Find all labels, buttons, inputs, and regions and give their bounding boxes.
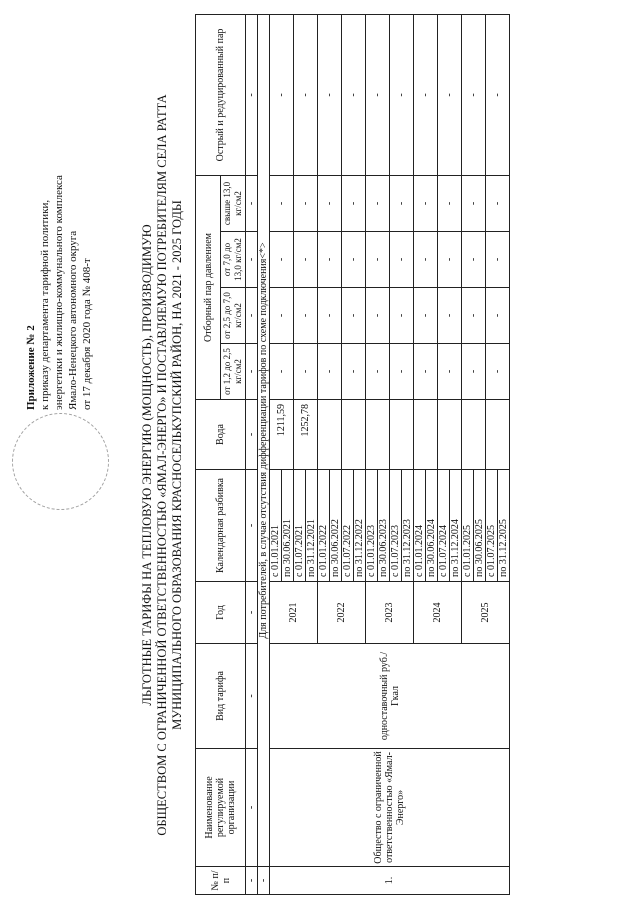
dash-cell: - <box>390 14 414 175</box>
table-row <box>270 14 282 894</box>
seal-stamp <box>12 413 109 510</box>
appendix-line-1: к приказу департамента тарифной политики, <box>39 199 51 410</box>
dash-cell: - <box>486 14 510 175</box>
dash-cell: - <box>246 14 258 175</box>
period-cell: с 01.01.2025 <box>462 470 474 582</box>
dash-cell: - <box>438 14 462 175</box>
water-value <box>462 400 486 470</box>
appendix-line-4: от 17 декабря 2020 года № 408-т <box>81 258 93 410</box>
row-org: Общество с ограниченной ответственностью «Ямал-Энерго» <box>270 749 510 867</box>
dash-cell: - <box>270 14 294 175</box>
appendix-block <box>24 80 94 410</box>
header-steam-selected: Отборный пар давлением <box>196 175 221 399</box>
dash-cell: - <box>366 175 390 231</box>
header-water: Вода <box>196 400 246 470</box>
header-calendar: Календарная разбивка <box>196 470 246 582</box>
dash-cell: - <box>246 175 258 231</box>
period-cell: с 01.01.2022 <box>318 470 330 582</box>
period-cell: по 31.12.2024 <box>450 470 462 582</box>
dash-cell: - <box>390 344 414 400</box>
water-value <box>366 400 390 470</box>
dash-cell: - <box>246 749 258 867</box>
period-cell: с 01.01.2024 <box>414 470 426 582</box>
period-cell: по 31.12.2023 <box>402 470 414 582</box>
dash-cell: - <box>486 175 510 231</box>
appendix-line-2: энергетики и жилищно-коммунального комплекса <box>53 175 65 410</box>
dash-cell: - <box>270 175 294 231</box>
period-cell: с 01.01.2021 <box>270 470 282 582</box>
dash-cell: - <box>462 175 486 231</box>
dash-cell: - <box>390 232 414 288</box>
title-line-1: ЛЬГОТНЫЕ ТАРИФЫ НА ТЕПЛОВУЮ ЭНЕРГИЮ (МОЩНОСТЬ), ПРОИЗВОДИМУЮ <box>140 224 154 706</box>
header-tariff-type: Вид тарифа <box>196 644 246 749</box>
header-pressure-4: свыше 13,0 кг/см2 <box>221 175 246 231</box>
period-cell: по 30.06.2024 <box>426 470 438 582</box>
period-cell: по 31.12.2022 <box>354 470 366 582</box>
dash-cell: - <box>414 175 438 231</box>
dash-cell: - <box>294 344 318 400</box>
period-cell: с 01.01.2023 <box>366 470 378 582</box>
dash-cell: - <box>366 232 390 288</box>
dash-cell: - <box>342 344 366 400</box>
dash-cell: - <box>246 644 258 749</box>
water-value <box>486 400 510 470</box>
appendix-title: Приложение № 2 <box>25 325 37 410</box>
header-pressure-3: от 7,0 до 13,0 кг/см2 <box>221 232 246 288</box>
dash-cell: - <box>462 344 486 400</box>
period-cell: по 30.06.2023 <box>378 470 390 582</box>
dash-cell: - <box>414 14 438 175</box>
tariff-rows <box>270 14 510 894</box>
year-cell: 2022 <box>318 582 366 644</box>
water-value <box>438 400 462 470</box>
water-value <box>342 400 366 470</box>
period-cell: по 30.06.2021 <box>282 470 294 582</box>
dash-cell: - <box>438 232 462 288</box>
dash-cell: - <box>366 344 390 400</box>
tariff-table <box>195 14 510 895</box>
dash-cell: - <box>246 344 258 400</box>
dash-cell: - <box>366 288 390 344</box>
header-org: Наименование регулируемой организации <box>196 749 246 867</box>
dash-cell: - <box>318 175 342 231</box>
dash-cell: - <box>246 867 258 895</box>
header-pressure-2: от 2,5 до 7,0 кг/см2 <box>221 288 246 344</box>
dash-cell: - <box>342 175 366 231</box>
dash-cell: - <box>438 175 462 231</box>
year-cell: 2025 <box>462 582 510 644</box>
header-pressure-1: от 1,2 до 2,5 кг/см2 <box>221 344 246 400</box>
dash-cell: - <box>366 14 390 175</box>
dash-cell: - <box>270 288 294 344</box>
dash-cell: - <box>318 344 342 400</box>
header-num: № п/п <box>196 867 246 895</box>
dash-cell: - <box>318 288 342 344</box>
title-line-2: ОБЩЕСТВОМ С ОГРАНИЧЕННОЙ ОТВЕТСТВЕННОСТЬЮ «ЯМАЛ-ЭНЕРГО» И ПОСТАВЛЯЕМУЮ ПОТРЕБИТЕЛЯМ СЕЛА РАТТА <box>155 94 169 836</box>
row-tariff-type: одноставочный руб./Гкал <box>270 644 510 749</box>
period-cell: по 31.12.2025 <box>498 470 510 582</box>
period-cell: по 30.06.2025 <box>474 470 486 582</box>
dash-cell: - <box>342 14 366 175</box>
section-note: Для потребителей, в случае отсутствия дифференциации тарифов по схеме подключения<*> <box>258 14 270 866</box>
period-cell: по 30.06.2022 <box>330 470 342 582</box>
dash-cell: - <box>246 400 258 470</box>
water-value: 1211,59 <box>270 400 294 470</box>
dash-cell: - <box>246 232 258 288</box>
dash-cell: - <box>462 288 486 344</box>
dash-cell: - <box>486 288 510 344</box>
period-cell: с 01.07.2023 <box>390 470 402 582</box>
dash-cell: - <box>294 175 318 231</box>
title-line-3: МУНИЦИПАЛЬНОГО ОБРАЗОВАНИЯ КРАСНОСЕЛЬКУПСКИЙ РАЙОН, НА 2021 - 2025 ГОДЫ <box>170 200 184 730</box>
dash-cell: - <box>414 288 438 344</box>
dash-cell: - <box>438 344 462 400</box>
year-cell: 2021 <box>270 582 318 644</box>
dash-cell: - <box>390 288 414 344</box>
dash-cell: - <box>462 14 486 175</box>
dash-cell: - <box>414 232 438 288</box>
dash-cell: - <box>486 232 510 288</box>
dash-cell: - <box>258 867 270 895</box>
dash-cell: - <box>270 232 294 288</box>
dash-cell: - <box>294 14 318 175</box>
dash-cell: - <box>438 288 462 344</box>
dash-cell: - <box>246 288 258 344</box>
period-cell: по 31.12.2021 <box>306 470 318 582</box>
appendix-line-3: Ямало-Ненецкого автономного округа <box>67 230 79 410</box>
water-value <box>318 400 342 470</box>
row-num: 1. <box>270 867 510 895</box>
water-value <box>390 400 414 470</box>
dash-cell: - <box>246 582 258 644</box>
document-title <box>140 45 185 885</box>
dash-cell: - <box>294 232 318 288</box>
dash-cell: - <box>486 344 510 400</box>
year-cell: 2024 <box>414 582 462 644</box>
dash-cell: - <box>246 470 258 582</box>
dash-cell: - <box>270 344 294 400</box>
dash-cell: - <box>294 288 318 344</box>
dash-cell: - <box>318 14 342 175</box>
period-cell: с 01.07.2024 <box>438 470 450 582</box>
header-year: Год <box>196 582 246 644</box>
dash-cell: - <box>342 232 366 288</box>
water-value <box>414 400 438 470</box>
period-cell: с 01.07.2025 <box>486 470 498 582</box>
period-cell: с 01.07.2021 <box>294 470 306 582</box>
dash-cell: - <box>342 288 366 344</box>
dash-cell: - <box>318 232 342 288</box>
dash-cell: - <box>414 344 438 400</box>
dash-cell: - <box>390 175 414 231</box>
header-steam-sharp: Острый и редуцированный пар <box>196 14 246 175</box>
dash-cell: - <box>462 232 486 288</box>
period-cell: с 01.07.2022 <box>342 470 354 582</box>
year-cell: 2023 <box>366 582 414 644</box>
water-value: 1252,78 <box>294 400 318 470</box>
